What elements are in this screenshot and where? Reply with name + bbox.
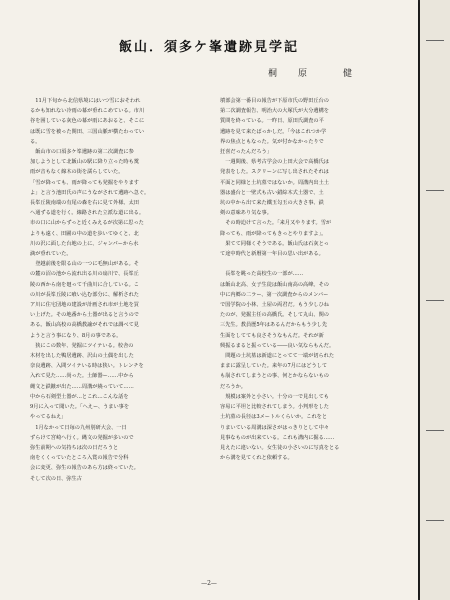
text-line: 11月下旬から北信県境にはいつ雪におそわれ xyxy=(30,98,141,104)
text-line: 木材を出した鴨居遺跡、沢山の土偶を出した xyxy=(30,353,134,360)
text-line: る。 xyxy=(30,138,41,145)
text-line: 1月なかって日毎の九州別研大会、一日 xyxy=(30,424,127,431)
text-line: 墳部会第一番目の報告が下原市氏の野田丘台の xyxy=(220,98,329,104)
text-line: 興振るまると振っている――良い気ならもんだ。 xyxy=(220,342,335,349)
text-line: 遺跡を見て来たばっかしだ。「今はこれつか学 xyxy=(220,128,327,135)
text-line: 土坑墓の長径は3メートルくらいか。これをと xyxy=(220,414,328,421)
text-line xyxy=(220,259,402,269)
text-line: 界の焦点ともなった。気が付かなかったりで xyxy=(220,138,324,145)
text-line: ある。飯山高校の高橋教諭がそれでは調べて見 xyxy=(30,322,139,329)
text-line: 入れて見た……尚った。土師器ー……中から xyxy=(30,373,134,380)
text-line: 長峯を眺った高校生の一部が…… xyxy=(220,271,304,278)
text-line: ア川に住宅団地の建設が計画され市が土地を買 xyxy=(30,302,139,309)
text-line: その時迫けて言った。「来月又やります。雪が xyxy=(220,220,332,227)
adjacent-page-line xyxy=(426,430,444,431)
text-line: 一週間後、県考古学会の上田大会で高橋氏は xyxy=(220,159,329,166)
text-line: そして次の日、弥生古 xyxy=(30,475,82,482)
text-line: 滴が垂れていた。 xyxy=(30,251,72,258)
text-line: 会に変更、弥生の報告のあら方は終っていた。 xyxy=(30,465,139,472)
text-line: 飯山市の口須多ケ峯遺跡の第二次調査に参 xyxy=(30,149,134,156)
text-line: 谷を囲している灰色の幕が雨にあおると、そこに xyxy=(30,118,145,125)
text-line: 見事なものが出来ている。これも溝内に掘る…… xyxy=(220,434,335,441)
adjacent-page-line xyxy=(426,40,444,41)
adjacent-page-line xyxy=(426,190,444,191)
text-line: ようと言う事になり、8月の事である。 xyxy=(30,332,122,339)
text-line: は既に雪を被った関田、三国山脈が横たわってい xyxy=(30,128,145,135)
text-line: 降っても、雨が降ってもきっとやりますよ」。 xyxy=(220,230,327,237)
text-line: て途中時代と新暦第一年目の思い出がある。 xyxy=(220,251,324,258)
text-line: から溝を見てくれと依頼する。 xyxy=(220,455,293,462)
text-line: は飯山北高、女子生徒は飯山南高の高峰。その xyxy=(220,281,329,288)
text-line: 質問を終っている。一昨日、原田氏調査の平 xyxy=(220,118,324,125)
adjacent-page-edge xyxy=(420,0,450,600)
text-line: 生面をしてても良さそうなもんだ。それが新 xyxy=(220,332,324,339)
text-line: 雨が音もなく線木の街を濡らしていた。 xyxy=(30,169,124,176)
text-line: 奈良遺跡、入間ツイテいる時は狭い。トレンチを xyxy=(30,363,144,370)
text-line: ままに露呈していた。来年の7月にはどうして xyxy=(220,363,328,370)
left-text-column xyxy=(30,96,212,484)
text-line: 平面と同様と土坑墓ではないか。周溝内出土土 xyxy=(220,179,329,186)
text-line: 問題の土坑墓は新道にとってて一端が切られた xyxy=(220,353,335,360)
text-line: たのが、発掘主任の高橋氏。そして丸山、関の xyxy=(220,312,329,319)
text-line: 弥生前期への気持ちは次の日だろうと xyxy=(30,444,119,451)
text-line: 三先生。教員歴5年はあるんだからもう少し先 xyxy=(220,322,328,329)
adjacent-page-line xyxy=(426,300,444,301)
text-line: 剣の意味あり気な事。 xyxy=(220,210,272,217)
right-text-column xyxy=(220,96,402,463)
text-line: 見えたに違いない。女生徒の小さいのに写真をとる xyxy=(220,444,340,451)
text-line: 9月に入って聞いた。「へえー、うまい事を xyxy=(30,404,130,411)
text-line: 発表をした。スクリーンに写し出されたそれは xyxy=(220,169,329,176)
text-line: も崩されてしまうとの事、何とかならないもの xyxy=(220,373,329,380)
text-line: よ」と言う池田氏の声にうながされて遺跡へ急ぐ。 xyxy=(30,189,150,196)
text-line: 中から石剣型土器が…とこれ…こんな話を xyxy=(30,393,129,400)
text-line: やってるねえ」 xyxy=(30,414,67,421)
text-line: ずらけて宮崎へ行く。縄文の発掘が多いので xyxy=(30,434,134,441)
text-line: 中に内郷の二ラー、第一次調査からのメンバー xyxy=(220,291,329,298)
text-line: 規模は案外と小さい。十分の一で見出しても xyxy=(220,393,329,400)
page-number: —2— xyxy=(201,580,217,587)
text-line: 登越前後を限る山の一つに毛無山がある。そ xyxy=(30,261,139,268)
text-line: るかも知れない冷雨の幕が垂れこめている。市川 xyxy=(30,108,145,115)
text-line: 加しようとして北飯山の駅に降り立った時も霙 xyxy=(30,159,139,166)
text-line: 器は盛台と一壁式も古い錯綜木式土器で、土 xyxy=(220,189,324,196)
text-line: 第二次調査報告、明治大の大塚氏が大分遺構を xyxy=(220,108,329,115)
text-line: よりも遠く、田圃の中の道を歩いてゆくと、北 xyxy=(30,230,139,237)
text-line: 狂喜だったんだろう」 xyxy=(220,149,272,156)
text-line: 陵の西から南を廻って千曲川に合している。こ xyxy=(30,281,139,288)
author-name: 桐 原 健 xyxy=(268,69,359,79)
text-line: 果てて同様くそうである。飯山氏は石灰とっ xyxy=(220,240,329,247)
adjacent-page-line xyxy=(426,520,444,521)
text-line: の川が長峯丘陵に喰い込む部分に、解析された xyxy=(30,291,139,298)
text-line: 容易に平坦と比較されてしまう。小判形をした xyxy=(220,404,329,411)
text-line: で国学院の小林、土屋の両君だ。もう少しひね xyxy=(220,302,329,309)
text-line: 坑の中から出て来た鐵玉勾玉の大きさ事、鉄 xyxy=(220,200,324,207)
article-title: 飯山．須多ケ峯遺跡見学記 xyxy=(118,40,299,55)
text-line: 市の口に山からずっと近くみえるが次第に思った xyxy=(30,220,144,227)
text-line: 縄文と鉄鏃が出た……周溝が繞っていて…… xyxy=(30,383,134,390)
text-line: の麓の沼の池から流れ出る川の扇川で、長峯丘 xyxy=(30,271,139,278)
text-line: 狭にこの数年、発掘にツイテいる。校舎の xyxy=(30,342,134,349)
text-line: 川の沢に面した台地の上に、ジャンパーから水 xyxy=(30,240,139,247)
text-line: い上げた。その地番から土器が出ると言うので xyxy=(30,312,139,319)
text-line: 南をくくっていたところ入賞の報告で分科 xyxy=(30,455,129,462)
text-line: りまいている周溝は深さがはっきりとして中々 xyxy=(220,424,329,431)
text-line: だろうか。 xyxy=(220,383,246,390)
text-line: 長峯丘陵南端の有尾の森を右に見て外様、太田 xyxy=(30,200,139,207)
text-line: 「雪が降っても、雨が降っても発掘をやります xyxy=(30,179,139,186)
text-line: へ通ずる道を行く。線路された立派な道に出る。 xyxy=(30,210,145,217)
